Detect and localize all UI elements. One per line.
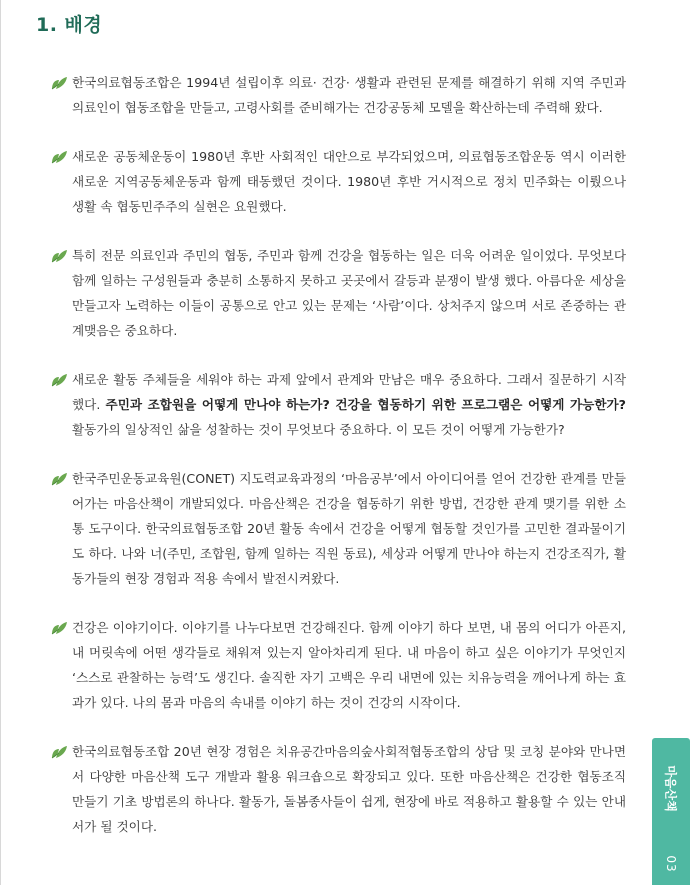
paragraph-text: 한국주민운동교육원(CONET) 지도력교육과정의 ‘마음공부’에서 아이디어를 얻어 건강한 관계를 만들어가는 마음산책이 개발되었다. 마음산책은 건강을 협동하기 위한 방법, 건강한 관계 맺기를 위한 소통 도구이다. 한국의료협동조합 20년 활동 속에서 건강을 어떻게 협동할 것인가를 고민한 결과물이기도 하다. 나와 너(주민, 조합원, 함께 일하는 직원 동료), 세상과 어떻게 만나야 하는지 건강조직가, 활동가들의 현장 경험과 적용 속에서 발전시켜왔다. [72,471,626,586]
paragraph-text: 한국의료협동조합 20년 현장 경험은 치유공간마음의숲사회적협동조합의 상담 및 코칭 분야와 만나면서 다양한 마음산책 도구 개발과 활용 워크숍으로 확장되고 있다. 또한 마음산책은 건강한 협동조직 만들기 기초 방법론의 하나다. 활동가, 돌봄종사들이 쉽게, 현장에 바로 적용하고 활용할 수 있는 안내서가 될 것이다. [72,744,626,834]
paragraph-text: 활동가의 일상적인 삶을 성찰하는 것이 무엇보다 중요하다. 이 모든 것이 어떻게 가능한가? [72,422,565,437]
paragraph-text: 특히 전문 의료인과 주민의 협동, 주민과 함께 건강을 협동하는 일은 더욱 어려운 일이었다. 무엇보다 함께 일하는 구성원들과 충분히 소통하지 못하고 곳곳에서 갈등과 분쟁이 발생 했다. 아름다운 세상을 만들고자 노력하는 이들이 공통으로 안고 있는 문제는 ‘사람’이다. 상처주지 않으며 서로 존중하는 관계맺음은 중요하다. [72,248,626,338]
paragraph [46,739,626,839]
page-number: 03 [664,855,678,873]
leaf-icon [50,150,68,164]
paragraph [46,70,626,120]
side-tab [652,738,690,885]
paragraph-text: 건강은 이야기이다. 이야기를 나누다보면 건강해진다. 함께 이야기 하다 보면, 내 몸의 어디가 아픈지, 내 머릿속에 어떤 생각들로 채워져 있는지 알아차리게 된다. 내 마음이 하고 싶은 이야기가 무엇인지 ‘스스로 관찰하는 능력’도 생긴다. 솔직한 자기 고백은 우리 내면에 있는 치유능력을 깨어나게 하는 효과가 있다. 나의 몸과 마음의 속내를 이야기 하는 것이 건강의 시작이다. [72,620,626,710]
paragraph-text: 한국의료협동조합은 1994년 설립이후 의료· 건강· 생활과 관련된 문제를 해결하기 위해 지역 주민과 의료인이 협동조합을 만들고, 고령사회를 준비해가는 건강공동체 모델을 확산하는데 주력해 왔다. [72,75,626,115]
leaf-icon [50,373,68,387]
paragraph [46,615,626,715]
paragraph [46,243,626,343]
side-tab-brand: 마음산책 [663,765,678,812]
body-content [46,70,626,839]
page-border [0,0,1,885]
paragraph [46,466,626,591]
paragraph [46,144,626,219]
leaf-icon [50,249,68,263]
leaf-icon [50,472,68,486]
leaf-icon [50,745,68,759]
paragraph-text: 새로운 공동체운동이 1980년 후반 사회적인 대안으로 부각되었으며, 의료협동조합운동 역시 이러한 새로운 지역공동체운동과 함께 태동했던 것이다. 1980년 후반 거시적으로 정치 민주화는 이뤘으나 생활 속 협동민주주의 실현은 요원했다. [72,149,626,214]
paragraph-text: 새로운 활동 주체들을 세워야 하는 과제 앞에서 관계와 만남은 매우 중요하다. 그래서 질문하기 시작했다. [72,372,626,412]
section-title: 1. 배경 [36,14,103,36]
paragraph-emphasis: 주민과 조합원을 어떻게 만나야 하는가? 건강을 협동하기 위한 프로그램은 어떻게 가능한가? [105,397,626,412]
paragraph [46,367,626,442]
leaf-icon [50,621,68,635]
leaf-icon [50,76,68,90]
